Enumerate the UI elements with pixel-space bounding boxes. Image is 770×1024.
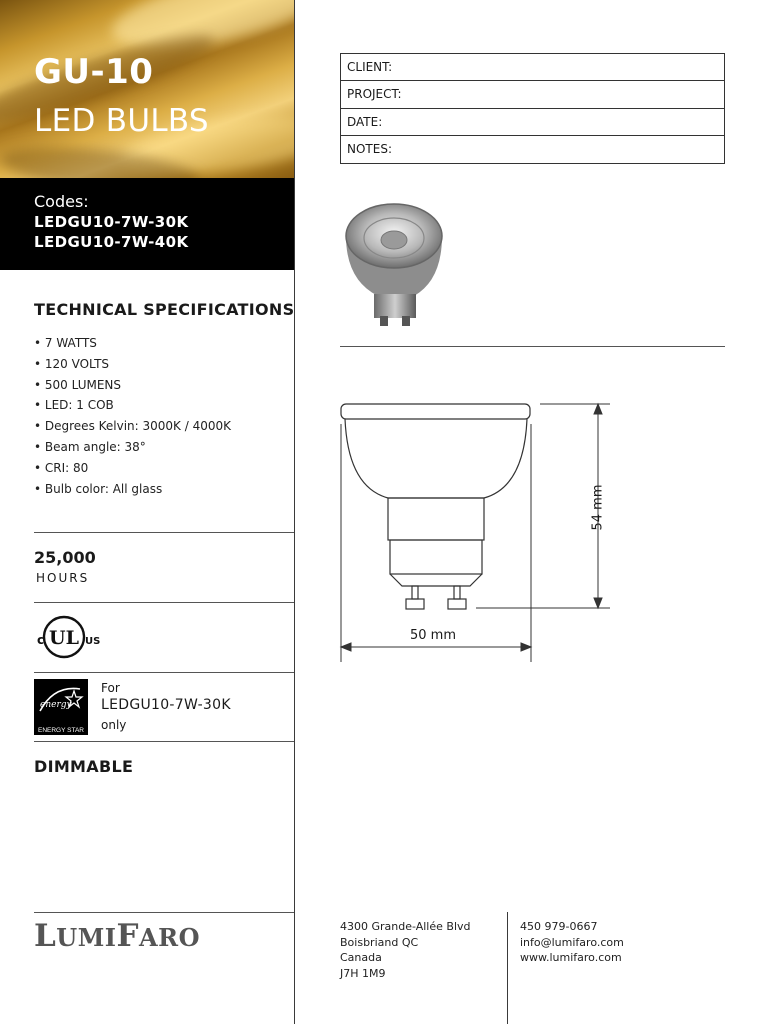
- form-field-date[interactable]: DATE:: [341, 109, 724, 136]
- codes-block: [0, 178, 294, 270]
- energy-star-only: only: [101, 718, 127, 732]
- form-field-notes[interactable]: NOTES:: [347, 141, 392, 156]
- divider: [34, 741, 294, 742]
- project-form: [340, 53, 725, 164]
- website-link[interactable]: www.lumifaro.com: [520, 951, 622, 964]
- dimension-drawing: [330, 392, 630, 667]
- energy-star-code: LEDGU10-7W-30K: [101, 697, 231, 713]
- svg-text:energy: energy: [40, 700, 72, 710]
- form-field-project[interactable]: PROJECT:: [341, 81, 724, 108]
- bulb-photo: [338, 196, 448, 331]
- column-divider: [294, 0, 295, 1024]
- spec-item: • 7 WATTS: [34, 336, 97, 350]
- energy-star-logo-text: ENERGY STAR: [38, 727, 84, 734]
- spec-item: • 120 VOLTS: [34, 356, 110, 371]
- spec-item: • Bulb color: All glass: [34, 481, 163, 496]
- energy-star-logo-icon: [34, 679, 88, 735]
- spec-item: • 500 LUMENS: [34, 377, 122, 392]
- ul-center-text: UL: [49, 627, 79, 649]
- divider: [34, 602, 294, 603]
- product-subtitle: LED BULBS: [34, 103, 209, 139]
- footer-divider: [507, 912, 508, 1024]
- ul-right-text: US: [85, 636, 100, 647]
- footer-address: 4300 Grande-Allée Blvd Boisbriand QC Canada J7H 1M9: [340, 920, 471, 980]
- code-item: LEDGU10-7W-30K: [34, 213, 189, 231]
- codes-label: Codes:: [34, 192, 89, 211]
- footer-contact: [520, 919, 624, 966]
- divider: [34, 912, 294, 913]
- spec-item: • Degrees Kelvin: 3000K / 4000K: [34, 419, 232, 434]
- divider: [34, 532, 294, 533]
- spec-item: • LED: 1 COB: [34, 398, 114, 413]
- product-title: GU-10: [34, 52, 154, 92]
- header-banner: [0, 0, 294, 178]
- spec-item: • Beam angle: 38°: [34, 439, 146, 454]
- phone: 450 979-0667: [520, 920, 598, 933]
- ul-left-text: c: [37, 633, 45, 647]
- email-link[interactable]: info@lumifaro.com: [520, 935, 624, 949]
- lifetime-unit: HOURS: [36, 571, 90, 585]
- divider: [340, 346, 725, 347]
- code-item: LEDGU10-7W-40K: [34, 233, 189, 251]
- left-column: [0, 0, 295, 1024]
- spec-item: • CRI: 80: [34, 460, 89, 475]
- dimension-height: 54 mm: [590, 484, 606, 531]
- lumifaro-logo: LUMIFARO: [34, 918, 201, 954]
- specs-heading: TECHNICAL SPECIFICATIONS: [34, 300, 295, 319]
- dimension-width: 50 mm: [410, 628, 457, 643]
- lifetime-value: 25,000: [34, 548, 96, 567]
- energy-star-for: For: [101, 681, 120, 695]
- form-field-client[interactable]: CLIENT:: [341, 54, 724, 81]
- ul-certification-icon: [34, 615, 100, 659]
- dimmable-label: DIMMABLE: [34, 757, 134, 776]
- specs-list: [34, 333, 231, 499]
- divider: [34, 672, 294, 673]
